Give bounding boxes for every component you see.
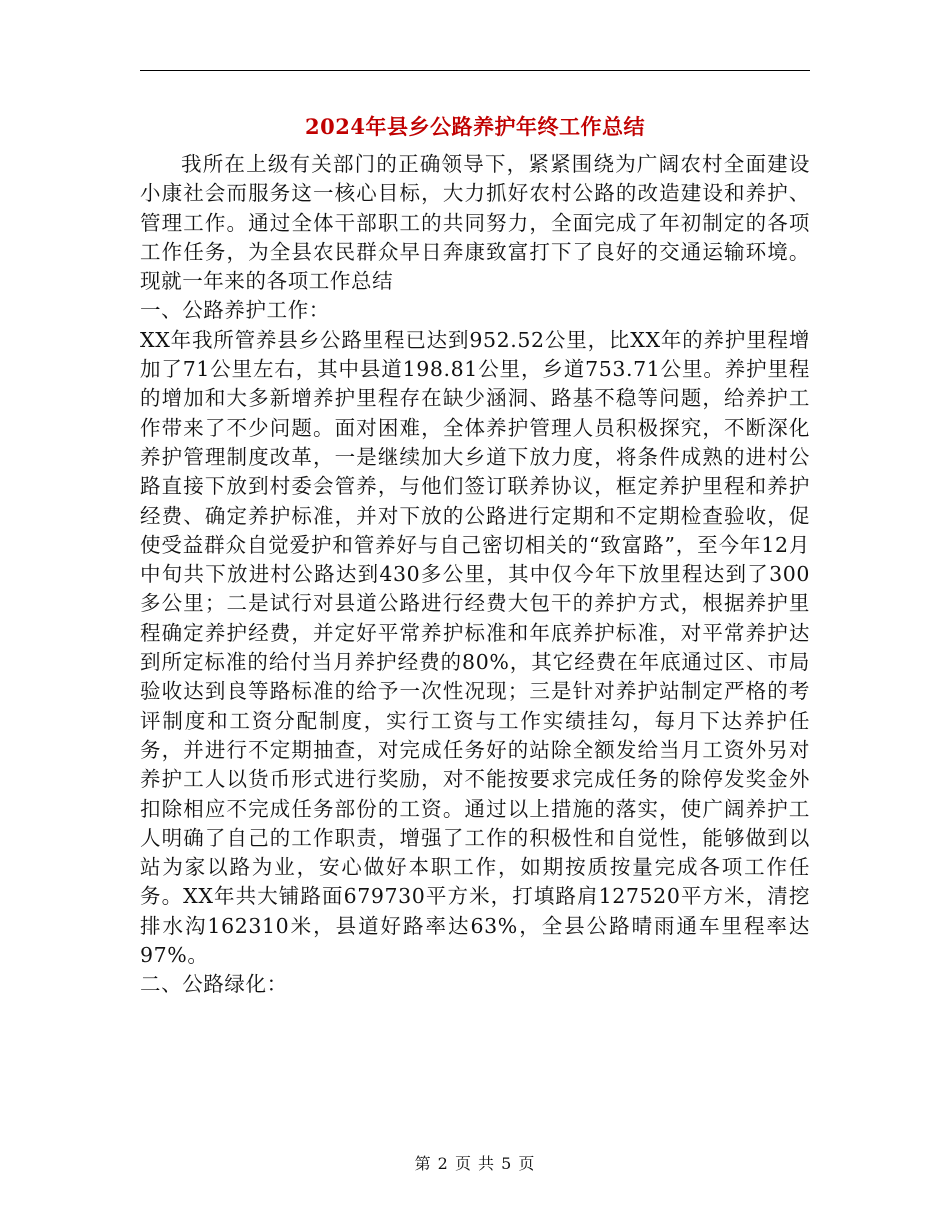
section-heading-road-maintenance: 一、公路养护工作： — [140, 298, 330, 323]
section-heading-road-greening: 二、公路绿化： — [140, 972, 288, 997]
page-number: 第 2 页 共 5 页 — [414, 1154, 536, 1173]
document-title: 2024年县乡公路养护年终工作总结 — [305, 114, 645, 139]
header-rule — [140, 70, 810, 71]
body-paragraph-road-maintenance: XX年我所管养县乡公路里程已达到952.52公里，比XX年的养护里程增加了71公里左右，其中县道198.81公里，乡道753.71公里。养护里程的增加和大多新增养护里程存在缺少涵洞、路基不稳等问题，给养护工作带来了不少问题。面对困难，全体养护管理人员积极探究，不断深化养护管理制度改革，一是继续加大乡道下放力度，将条件成熟的进村公路直接下放到村委会管养，与他们签订联养协议，框定养护里程和养护经费、确定养护标准，并对下放的公路进行定期和不定期检查验收，促使受益群众自觉爱护和管养好与自己密切相关的“致富路”，至今年12月中旬共下放进村公路达到430多公里，其中仅今年下放里程达到了300多公里；二是试行对县道公路进行经费大包干的养护方式，根据养护里程确定养护经费，并定好平常养护标准和年底养护标准，对平常养护达到所定标准的给付当月养护经费的80%，其它经费在年底通过区、市局验收达到良等路标准的给予一次性况现；三是针对养护站制定严格的考评制度和工资分配制度，实行工资与工作实绩挂勾，每月下达养护任务，并进行不定期抽查，对完成任务好的站除全额发给当月工资外另对养护工人以货币形式进行奖励，对不能按要求完成任务的除停发奖金外扣除相应不完成任务部份的工资。通过以上措施的落实，使广阔养护工人明确了自己的工作职责，增强了工作的积极性和自觉性，能够做到以站为家以路为业，安心做好本职工作，如期按质按量完成各项工作任务。XX年共大铺路面679730平方米，打填路肩127520平方米，清挖排水沟162310米，县道好路率达63%，全县公路晴雨通车里程率达97%。 — [140, 327, 810, 968]
document-body — [140, 150, 810, 1000]
intro-paragraph: 我所在上级有关部门的正确领导下，紧紧围绕为广阔农村全面建设小康社会而服务这一核心目标，大力抓好农村公路的改造建设和养护、管理工作。通过全体干部职工的共同努力，全面完成了年初制定的各项工作任务，为全县农民群众早日奔康致富打下了良好的交通运输环境。现就一年来的各项工作总结 — [140, 152, 810, 294]
